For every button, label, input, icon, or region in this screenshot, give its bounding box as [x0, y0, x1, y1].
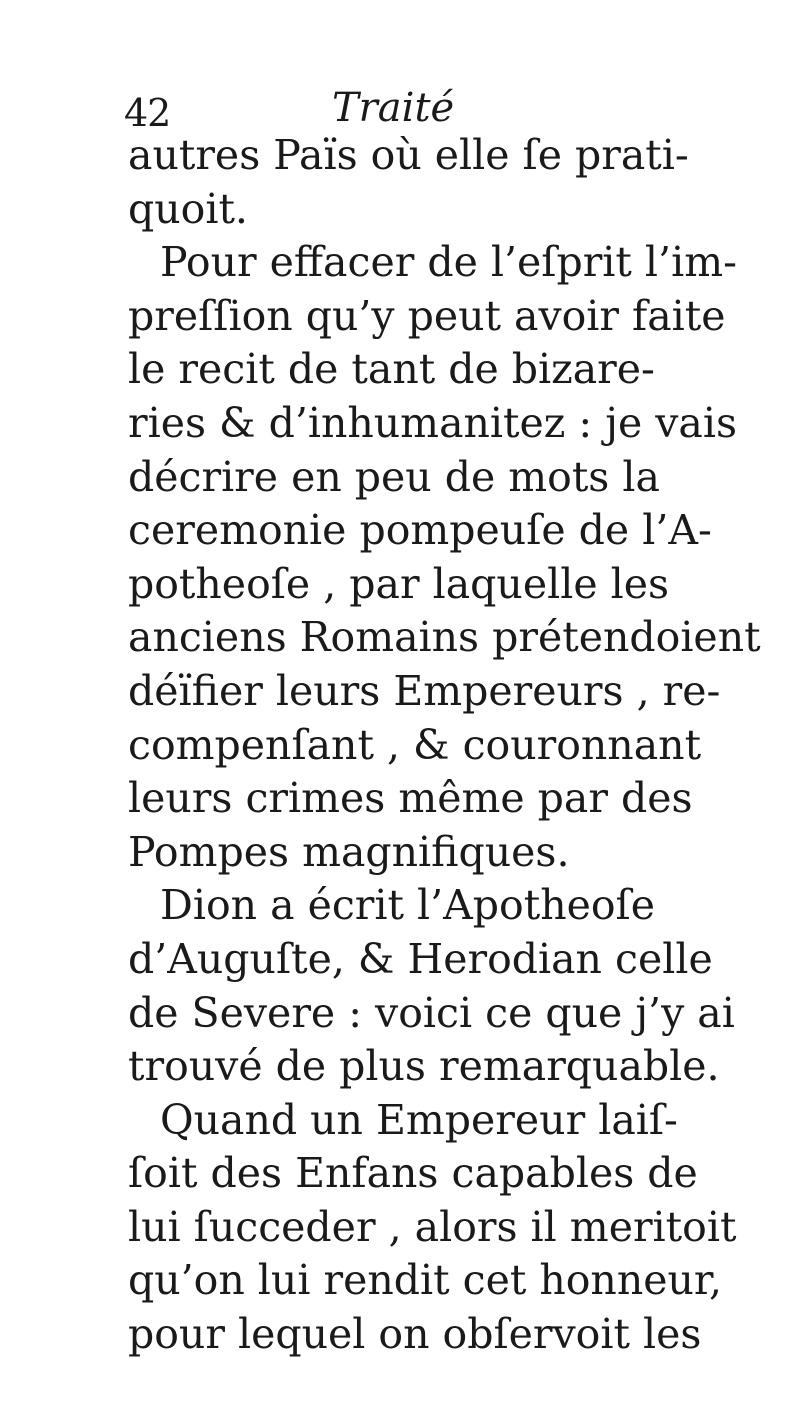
text-line: Pour effacer de l’eſprit l’im- — [160, 238, 737, 287]
text-line: anciens Romains prétendoient — [128, 613, 761, 662]
text-line: trouvé de plus remarquable. — [128, 1042, 720, 1091]
text-line: preſſion qu’y peut avoir faite — [128, 291, 726, 340]
text-line: le recit de tant de bizare- — [128, 345, 655, 394]
body-text — [128, 129, 761, 1362]
text-line: ries & d’inhumanitez : je vais — [128, 398, 738, 447]
running-title: Traité — [332, 85, 455, 131]
text-line: lui ſucceder , alors il meritoit — [128, 1202, 737, 1251]
text-line: Pompes magnifiques. — [128, 827, 570, 876]
text-line: ceremonie pompeuſe de l’A- — [128, 506, 712, 555]
text-line: autres Païs où elle ſe prati- — [128, 131, 689, 179]
text-line: Quand un Empereur laiſ- — [160, 1095, 678, 1144]
text-line: ſoit des Enfans capables de — [128, 1149, 698, 1198]
text-line: compenſant , & couronnant — [128, 720, 702, 769]
text-line: pour lequel on obſervoit les — [128, 1310, 702, 1359]
text-line: leurs crimes même par des — [128, 774, 693, 823]
text-line: Dion a écrit l’Apotheoſe — [160, 881, 655, 930]
text-line: décrire en peu de mots la — [128, 452, 660, 501]
page-number: 42 — [124, 91, 171, 135]
text-line: déïfier leurs Empereurs , re- — [128, 666, 721, 715]
text-line: qu’on lui rendit cet honneur, — [128, 1256, 723, 1305]
text-line: potheoſe , par laquelle les — [128, 559, 670, 608]
text-line: d’Auguſte, & Herodian celle — [128, 934, 713, 983]
text-line: de Severe : voici ce que j’y ai — [128, 988, 735, 1037]
text-line: quoit. — [128, 184, 248, 233]
